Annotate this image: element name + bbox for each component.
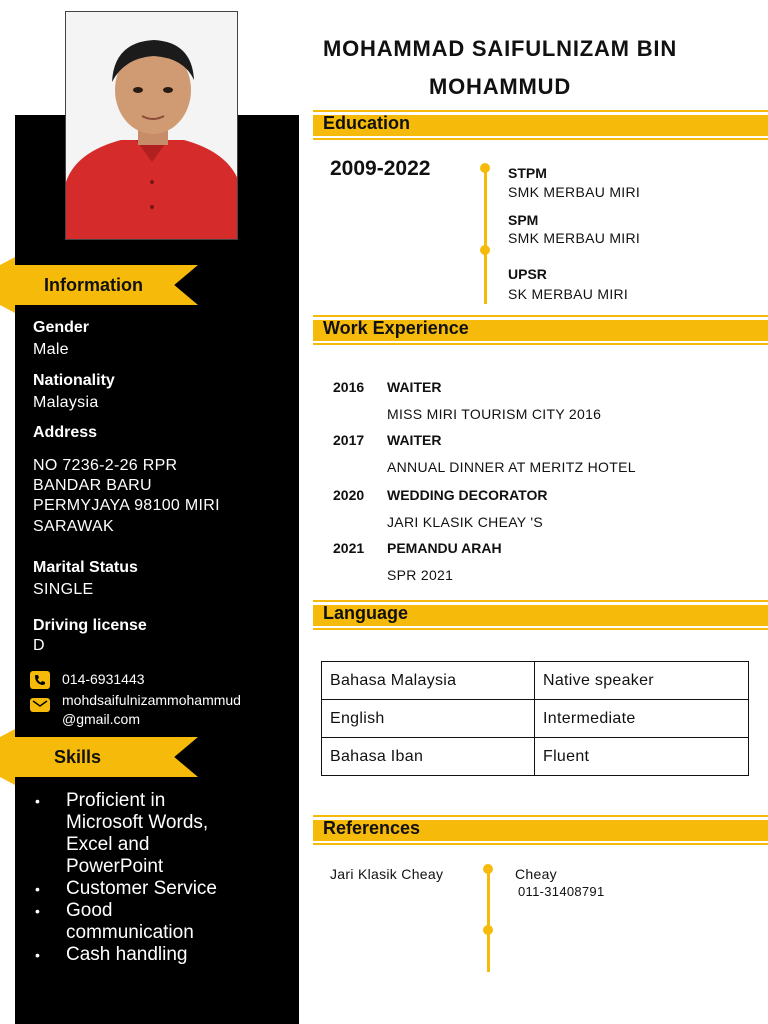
work-section-bar: [313, 315, 768, 341]
bar-line: [313, 343, 768, 345]
work-heading: Work Experience: [323, 318, 469, 338]
education-years: 2009-2022: [330, 157, 431, 180]
nationality-value: Malaysia: [33, 394, 99, 411]
timeline-dot: [480, 163, 490, 173]
skill-item: [33, 790, 293, 878]
language-level: Fluent: [535, 738, 749, 776]
skill-item: [33, 878, 293, 900]
email-address: mohdsaifulnizammohammud: [62, 692, 241, 708]
work-role: WAITER: [387, 432, 442, 448]
work-place: ANNUAL DINNER AT MERITZ HOTEL: [387, 459, 636, 475]
work-role: WEDDING DECORATOR: [387, 487, 548, 503]
education-heading: Education: [323, 113, 411, 133]
work-role: WAITER: [387, 379, 442, 395]
education-school: SMK MERBAU MIRI: [508, 230, 641, 246]
bar-line: [313, 628, 768, 630]
table-row: [322, 700, 749, 738]
driving-license-value: D: [33, 637, 45, 654]
name-line: MOHAMMUD: [428, 74, 572, 99]
work-year: 2017: [333, 432, 365, 448]
skills-ribbon: [0, 737, 198, 777]
language-level: Intermediate: [535, 700, 749, 738]
bar-line: [313, 138, 768, 140]
timeline-dot: [483, 864, 493, 874]
language-section-bar: [313, 600, 768, 626]
reference-contact: Cheay: [515, 866, 557, 882]
nationality-label: Nationality: [33, 372, 115, 389]
skill-line: • Cash handling: [66, 944, 188, 965]
ribbon-fold: [0, 729, 15, 737]
address-line: NO 7236-2-26 RPR: [33, 457, 178, 474]
skills-heading: Skills: [54, 747, 102, 767]
references-section-bar: [313, 815, 768, 841]
bar-line: [313, 600, 768, 602]
work-place: SPR 2021: [387, 567, 454, 583]
reference-phone: 011-31408791: [518, 884, 605, 899]
envelope-icon: [30, 698, 50, 712]
language-name: English: [322, 700, 535, 738]
skill-line: • Good: [66, 900, 113, 921]
table-row: [322, 738, 749, 776]
skill-line: Excel and: [66, 834, 150, 855]
skill-line: Microsoft Words,: [66, 812, 209, 833]
bar-line: [313, 815, 768, 817]
skill-item: [33, 944, 293, 966]
bar-line: [313, 110, 768, 112]
address-line: SARAWAK: [33, 518, 114, 535]
phone-number: 014-6931443: [62, 671, 145, 687]
skills-list: [33, 790, 293, 966]
marital-status-label: Marital Status: [33, 559, 138, 576]
gender-value: Male: [33, 341, 69, 358]
profile-photo: [65, 11, 238, 240]
table-row: [322, 662, 749, 700]
bar-line: [313, 843, 768, 845]
address-line: PERMYJAYA 98100 MIRI: [33, 497, 220, 514]
language-level: Native speaker: [535, 662, 749, 700]
education-section-bar: [313, 110, 768, 136]
name-line: MOHAMMAD SAIFULNIZAM BIN: [322, 36, 678, 61]
references-heading: References: [323, 818, 421, 838]
email-address: @gmail.com: [62, 711, 141, 727]
work-place: JARI KLASIK CHEAY 'S: [387, 514, 543, 530]
education-qualification: SPM: [508, 212, 539, 228]
language-heading: Language: [323, 603, 409, 623]
language-name: Bahasa Iban: [322, 738, 535, 776]
timeline-dot: [480, 245, 490, 255]
reference-timeline: [487, 866, 490, 972]
education-timeline: [484, 165, 487, 304]
language-name: Bahasa Malaysia: [322, 662, 535, 700]
work-year: 2016: [333, 379, 365, 395]
ribbon-fold: [0, 305, 15, 313]
address-label: Address: [33, 424, 98, 441]
language-table: [321, 661, 749, 776]
skill-line: • Customer Service: [66, 878, 217, 899]
skill-item: [33, 900, 293, 944]
marital-status-value: SINGLE: [33, 581, 94, 598]
work-role: PEMANDU ARAH: [387, 540, 502, 556]
address-line: BANDAR BARU: [33, 477, 152, 494]
driving-license-label: Driving license: [33, 617, 147, 634]
skill-line: communication: [66, 922, 194, 943]
information-ribbon: [0, 265, 198, 305]
education-school: SK MERBAU MIRI: [508, 286, 629, 302]
education-qualification: UPSR: [508, 266, 547, 282]
education-qualification: STPM: [508, 165, 547, 181]
bar-line: [313, 315, 768, 317]
candidate-name: [300, 30, 700, 106]
ribbon-fold: [0, 777, 15, 785]
skill-line: PowerPoint: [66, 856, 164, 877]
work-place: MISS MIRI TOURISM CITY 2016: [387, 406, 602, 422]
timeline-dot: [483, 925, 493, 935]
work-year: 2021: [333, 540, 365, 556]
ribbon-fold: [0, 257, 15, 265]
skill-line: • Proficient in: [66, 790, 166, 811]
phone-icon: [30, 671, 50, 689]
work-year: 2020: [333, 487, 365, 503]
reference-name: Jari Klasik Cheay: [330, 866, 444, 882]
gender-label: Gender: [33, 319, 90, 336]
information-heading: Information: [44, 275, 143, 295]
education-school: SMK MERBAU MIRI: [508, 184, 641, 200]
